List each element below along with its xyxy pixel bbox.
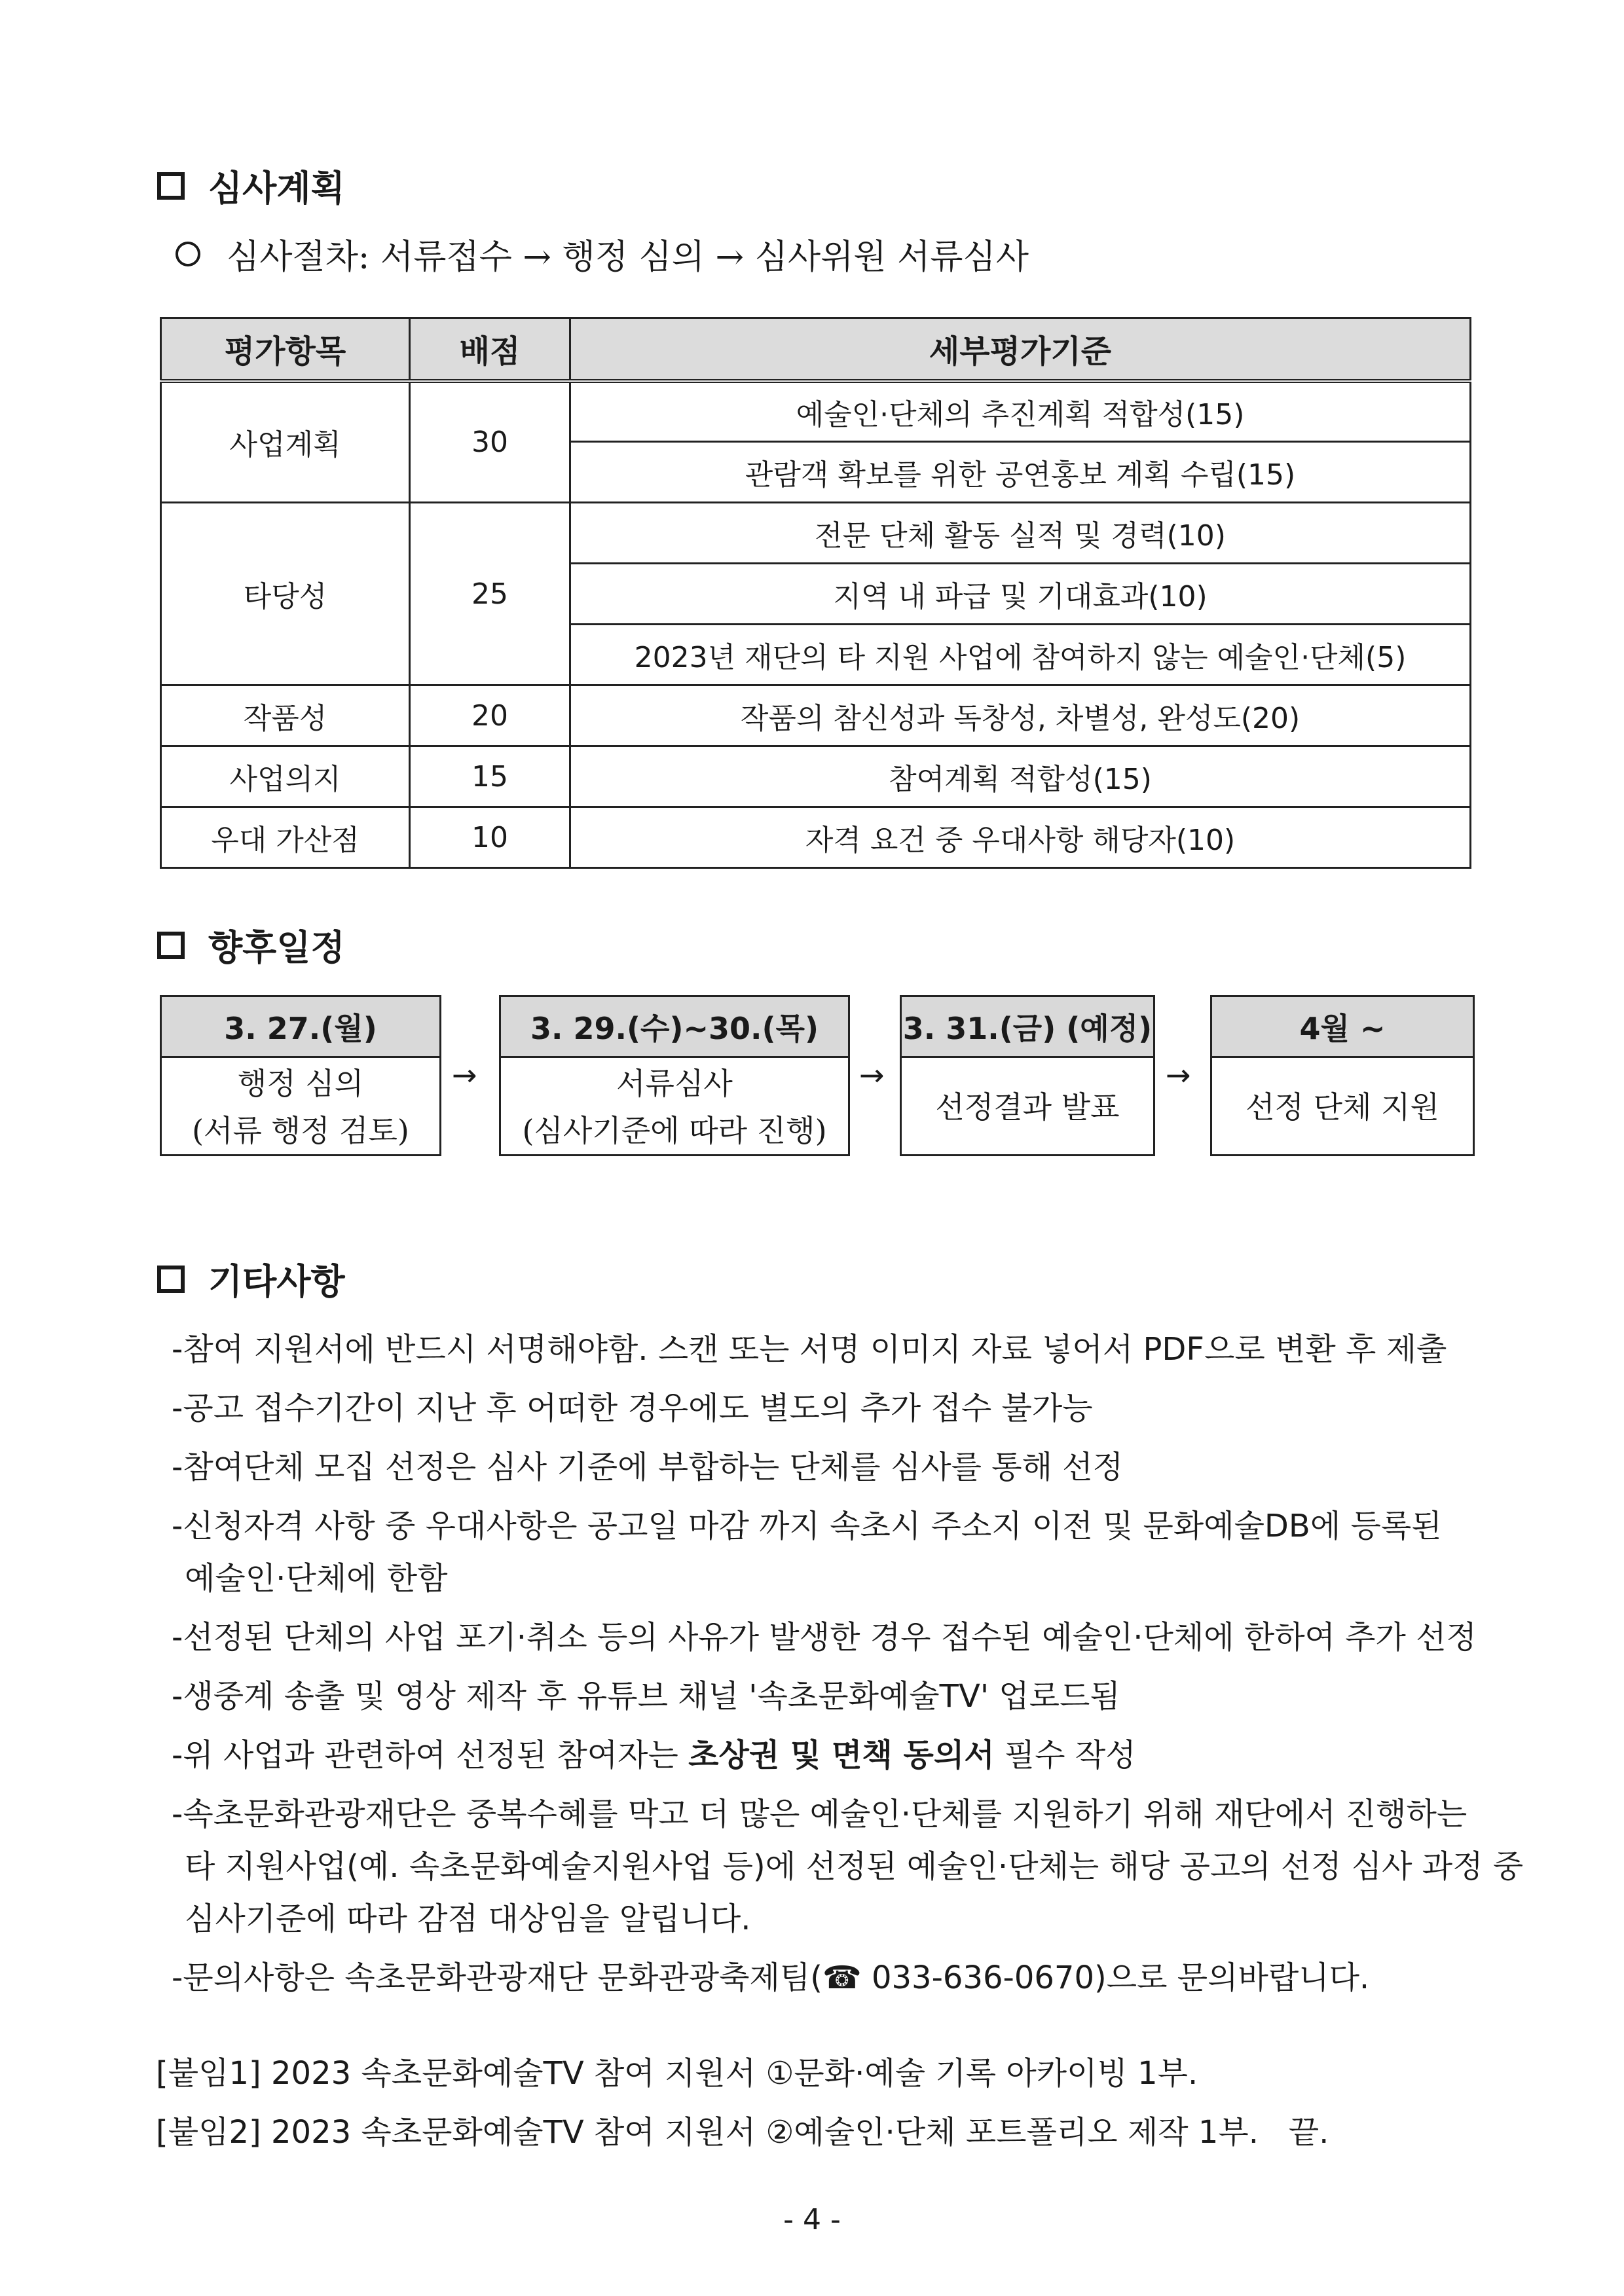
table-row (161, 381, 1471, 442)
score-cell: 30 (410, 381, 570, 503)
section-title-text: 기타사항 (208, 1261, 345, 1302)
schedule-step-support (1210, 995, 1475, 1156)
criteria-cell: 참여계획 적합성(15) (570, 746, 1471, 807)
criteria-cell: 전문 단체 활동 실적 및 경력(10) (570, 503, 1471, 564)
score-cell: 25 (410, 503, 570, 685)
score-cell: 15 (410, 746, 570, 807)
table-row (161, 746, 1471, 807)
note-item: -속초문화관광재단은 중복수혜를 막고 더 많은 예술인·단체를 지원하기 위해 재단에서 진행하는 (172, 1796, 1467, 1832)
arrow-right-icon: → (1166, 1057, 1191, 1093)
schedule-line: 행정 심의 (237, 1066, 364, 1101)
schedule-step-document-review (499, 995, 850, 1156)
item-cell: 사업의지 (161, 746, 410, 807)
schedule-line: 서류심사 (616, 1066, 733, 1101)
schedule-date: 3. 29.(수)~30.(목) (501, 997, 848, 1058)
note-item: -선정된 단체의 사업 포기·취소 등의 사유가 발생한 경우 접수된 예술인·단체에 한하여 추가 선정 (172, 1619, 1477, 1656)
note-item-consent (172, 1730, 1136, 1775)
arrow-right-icon: → (859, 1057, 885, 1093)
attachment-item: [붙임2] 2023 속초문화예술TV 참여 지원서 ②예술인·단체 포트폴리오 제작 1부. 끝. (156, 2114, 1329, 2151)
schedule-description (1212, 1058, 1473, 1156)
criteria-cell: 작품의 참신성과 독창성, 차별성, 완성도(20) (570, 685, 1471, 746)
note-emphasis: 초상권 및 면책 동의서 (688, 1737, 995, 1774)
item-cell: 타당성 (161, 503, 410, 685)
section-title-review-plan (157, 160, 345, 211)
criteria-cell: 예술인·단체의 추진계획 적합성(15) (570, 381, 1471, 442)
schedule-date: 4월 ~ (1212, 997, 1473, 1058)
section-title-other-notes (157, 1254, 345, 1304)
schedule-line: (심사기준에 따라 진행) (522, 1113, 827, 1148)
checkbox-square-icon (157, 172, 185, 200)
note-item: -참여 지원서에 반드시 서명해야함. 스캔 또는 서명 이미지 자료 넣어서 PDF으로 변환 후 제출 (172, 1331, 1447, 1368)
note-item: -공고 접수기간이 지난 후 어떠한 경우에도 별도의 추가 접수 불가능 (172, 1390, 1093, 1427)
criteria-cell: 관람객 확보를 위한 공연홍보 계획 수립(15) (570, 442, 1471, 503)
section-title-text: 향후일정 (208, 927, 345, 968)
arrow-right-icon: → (452, 1057, 477, 1093)
score-cell: 10 (410, 807, 570, 868)
schedule-date: 3. 31.(금) (예정) (902, 997, 1153, 1058)
note-text: 필수 작성 (994, 1737, 1136, 1774)
circle-bullet-icon (175, 242, 200, 266)
schedule-step-admin-review (160, 995, 441, 1156)
schedule-date: 3. 27.(월) (162, 997, 439, 1058)
note-item: -신청자격 사항 중 우대사항은 공고일 마감 까지 속초시 주소지 이전 및 문화예술DB에 등록된 (172, 1508, 1442, 1544)
schedule-line: (서류 행정 검토) (192, 1113, 409, 1148)
table-header-cell: 평가항목 (161, 318, 410, 381)
page-number: - 4 - (783, 2203, 841, 2236)
schedule-description (162, 1058, 439, 1156)
table-header-cell: 세부평가기준 (570, 318, 1471, 381)
table-header-cell: 배점 (410, 318, 570, 381)
schedule-description (902, 1058, 1153, 1156)
note-item: -참여단체 모집 선정은 심사 기준에 부합하는 단체를 심사를 통해 선정 (172, 1449, 1123, 1485)
schedule-description (501, 1058, 848, 1156)
note-item-continuation: 심사기준에 따라 감점 대상임을 알립니다. (185, 1901, 751, 1937)
item-cell: 사업계획 (161, 381, 410, 503)
note-text: -위 사업과 관련하여 선정된 참여자는 (172, 1737, 689, 1774)
table-row (161, 685, 1471, 746)
note-item: -생중계 송출 및 영상 제작 후 유튜브 채널 '속초문화예술TV' 업로드됨 (172, 1678, 1120, 1715)
criteria-cell: 2023년 재단의 타 지원 사업에 참여하지 않는 예술인·단체(5) (570, 625, 1471, 685)
criteria-cell: 자격 요건 중 우대사항 해당자(10) (570, 807, 1471, 868)
criteria-cell: 지역 내 파급 및 기대효과(10) (570, 564, 1471, 625)
score-cell: 20 (410, 685, 570, 746)
evaluation-table (160, 317, 1471, 869)
note-item-continuation: 타 지원사업(예. 속초문화예술지원사업 등)에 선정된 예술인·단체는 해당 공고의 선정 심사 과정 중 (185, 1848, 1524, 1885)
section-title-schedule (157, 920, 345, 970)
item-cell: 우대 가산점 (161, 807, 410, 868)
schedule-line: 선정결과 발표 (935, 1089, 1120, 1125)
note-item-contact: -문의사항은 속초문화관광재단 문화관광축제팀(☎ 033-636-0670)으로 문의바랍니다. (172, 1959, 1370, 1996)
item-cell: 작품성 (161, 685, 410, 746)
section-title-text: 심사계획 (208, 168, 345, 209)
schedule-step-result-announcement (900, 995, 1155, 1156)
checkbox-square-icon (157, 932, 185, 959)
review-procedure-text: 심사절차: 서류접수 → 행정 심의 → 심사위원 서류심사 (227, 238, 1029, 277)
table-row (161, 807, 1471, 868)
review-procedure (175, 229, 1029, 278)
checkbox-square-icon (157, 1266, 185, 1293)
attachment-item: [붙임1] 2023 속초문화예술TV 참여 지원서 ①문화·예술 기록 아카이빙 1부. (156, 2055, 1198, 2092)
table-row (161, 503, 1471, 564)
table-header-row (161, 318, 1471, 381)
note-item-continuation: 예술인·단체에 한함 (185, 1560, 448, 1597)
schedule-line: 선정 단체 지원 (1246, 1089, 1439, 1125)
